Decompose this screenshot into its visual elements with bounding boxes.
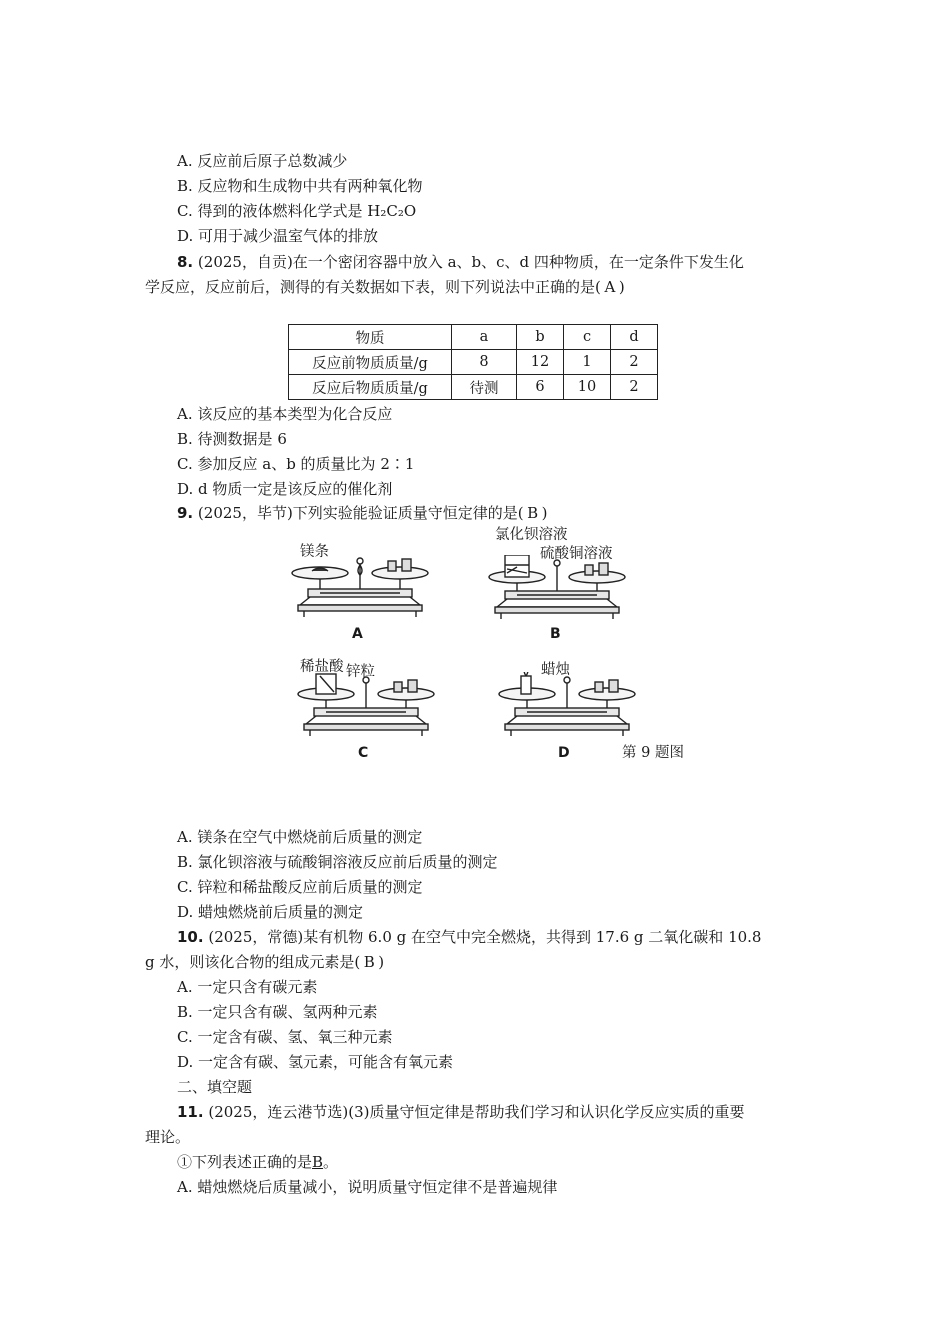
label-cuso4-solution: 硫酸铜溶液: [540, 546, 613, 562]
table-cell: 8: [452, 350, 517, 375]
balance-c-illustration: [296, 672, 436, 742]
q10-number: 10.: [177, 928, 204, 946]
q8-stem-text: (2025，自贡)在一个密闭容器中放入 a、b、c、d 四种物质，在一定条件下发生化: [197, 253, 744, 271]
q9-option-c: C. 锌粒和稀盐酸反应前后质量的测定: [177, 878, 423, 896]
table-cell: 2: [611, 375, 658, 400]
q11-sub1-answer: B: [312, 1153, 324, 1171]
q8-option-b: B. 待测数据是 6: [177, 430, 287, 448]
q9-option-b: B. 氯化钡溶液与硫酸铜溶液反应前后质量的测定: [177, 853, 498, 871]
table-cell: a: [452, 325, 517, 350]
balance-d-illustration: [497, 672, 637, 742]
q10-option-a: A. 一定只含有碳元素: [177, 978, 318, 996]
q9-number: 9.: [177, 504, 194, 522]
figure-label-c: C: [358, 745, 369, 761]
section-heading: 二、填空题: [177, 1078, 253, 1096]
q10-option-d: D. 一定含有碳、氢元素，可能含有氧元素: [177, 1053, 454, 1071]
q11-option-a: A. 蜡烛燃烧后质量减小，说明质量守恒定律不是普遍规律: [177, 1178, 558, 1196]
q8-number: 8.: [177, 253, 194, 271]
table-cell: 物质: [289, 325, 452, 350]
q8-data-table: [288, 324, 658, 400]
label-bacl2-solution: 氯化钡溶液: [495, 527, 568, 543]
q8-option-d: D. d 物质一定是该反应的催化剂: [177, 480, 393, 498]
balance-a-illustration: [290, 555, 430, 625]
q8-option-a: A. 该反应的基本类型为化合反应: [177, 405, 393, 423]
table-cell: 2: [611, 350, 658, 375]
q7-option-d: D. 可用于减少温室气体的排放: [177, 227, 379, 245]
q11-number: 11.: [177, 1103, 204, 1121]
q10-stem-line2: g 水，则该化合物的组成元素是( B ): [145, 953, 385, 971]
table-cell: b: [517, 325, 564, 350]
table-row: [289, 350, 658, 375]
table-header-row: [289, 325, 658, 350]
q9-stem: 9. (2025，毕节)下列实验能验证质量守恒定律的是( B ): [177, 504, 548, 522]
balance-b-illustration: [487, 555, 627, 625]
q11-sub1: ①下列表述正确的是B。: [177, 1153, 339, 1171]
q8-stem-line2: 学反应，反应前后，测得的有关数据如下表，则下列说法中正确的是( A ): [145, 278, 625, 296]
label-zn: 锌粒: [346, 664, 375, 680]
q7-option-c: C. 得到的液体燃料化学式是 H₂C₂O: [177, 202, 417, 220]
q8-answer: A: [604, 278, 616, 296]
table-cell: 反应前物质质量/g: [289, 350, 452, 375]
q9-option-d: D. 蜡烛燃烧前后质量的测定: [177, 903, 364, 921]
q8-option-c: C. 参加反应 a、b 的质量比为 2∶1: [177, 455, 415, 473]
label-mg-ribbon: 镁条: [300, 544, 329, 560]
table-cell: 12: [517, 350, 564, 375]
figure-caption: 第 9 题图: [622, 745, 684, 761]
q7-option-b: B. 反应物和生成物中共有两种氧化物: [177, 177, 423, 195]
q8-stem-line1: [177, 251, 744, 273]
table-cell: 待测: [452, 375, 517, 400]
table-cell: 6: [517, 375, 564, 400]
table-cell: 1: [564, 350, 611, 375]
q10-option-c: C. 一定含有碳、氢、氧三种元素: [177, 1028, 393, 1046]
table-cell: 反应后物质质量/g: [289, 375, 452, 400]
q11-stem-line1: 11. (2025，连云港节选)(3)质量守恒定律是帮助我们学习和认识化学反应实质的重要: [177, 1103, 745, 1121]
q10-stem-line1: 10. (2025，常德)某有机物 6.0 g 在空气中完全燃烧，共得到 17.6 g 二氧化碳和 10.8: [177, 928, 762, 946]
table-cell: c: [564, 325, 611, 350]
q7-option-a: A. 反应前后原子总数减少: [177, 152, 348, 170]
q10-answer: B: [363, 953, 375, 971]
q11-stem-line2: 理论。: [145, 1128, 191, 1146]
figure-label-d: D: [558, 745, 570, 761]
table-cell: 10: [564, 375, 611, 400]
q10-option-b: B. 一定只含有碳、氢两种元素: [177, 1003, 378, 1021]
figure-label-a: A: [352, 626, 363, 642]
figure-label-b: B: [550, 626, 561, 642]
label-candle: 蜡烛: [541, 662, 570, 678]
table-row: [289, 375, 658, 400]
table-cell: d: [611, 325, 658, 350]
label-hcl: 稀盐酸: [300, 659, 344, 675]
q9-option-a: A. 镁条在空气中燃烧前后质量的测定: [177, 828, 423, 846]
q9-answer: B: [527, 504, 539, 522]
